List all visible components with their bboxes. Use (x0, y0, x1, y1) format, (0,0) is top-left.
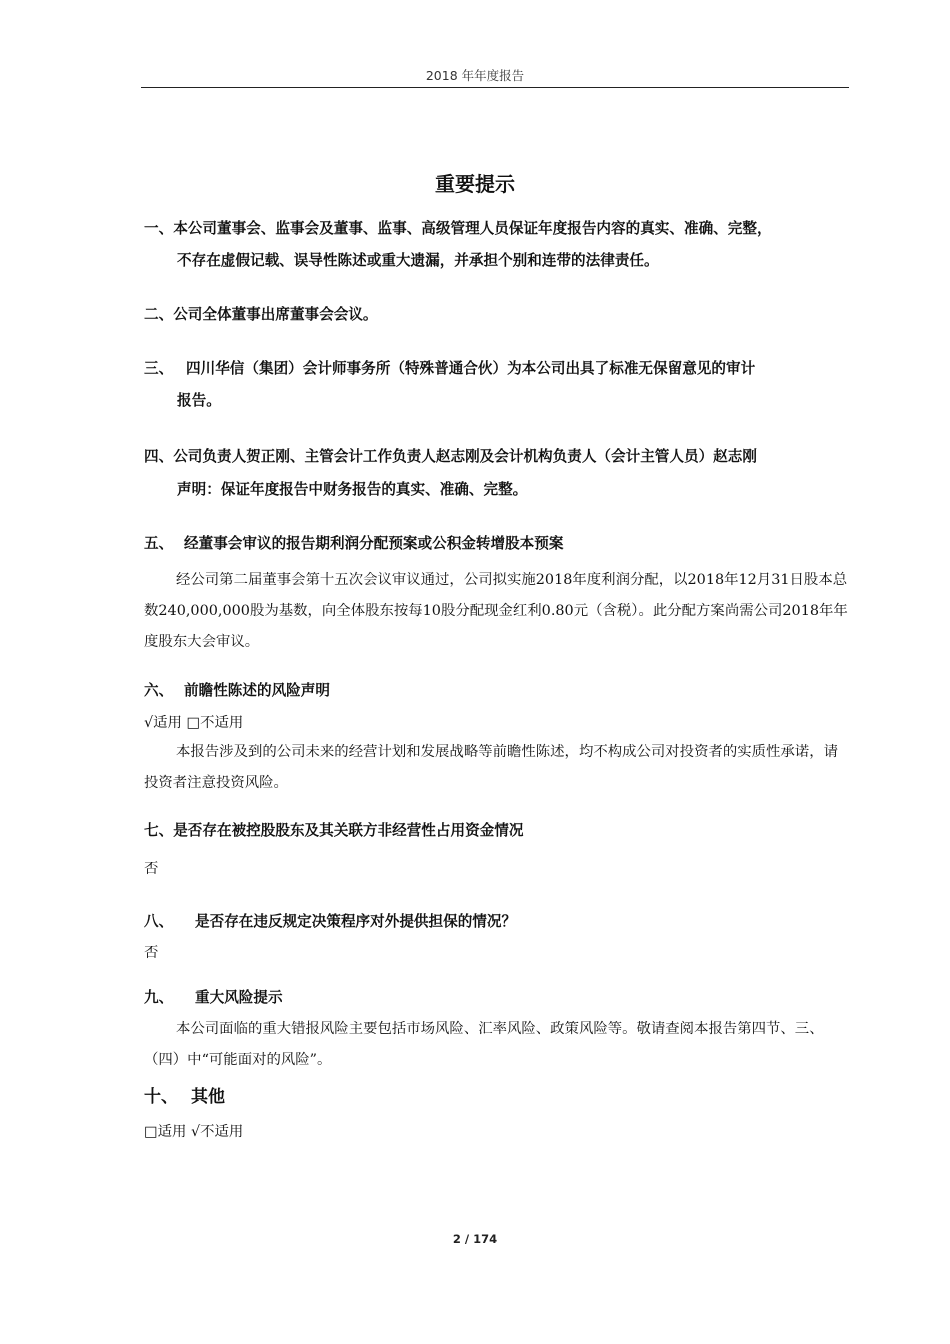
item-3-line2: 报告。 (177, 392, 221, 409)
item-5-number: 五、 (144, 535, 174, 552)
item-4-line2: 声明：保证年度报告中财务报告的真实、准确、完整。 (177, 481, 528, 498)
item-10-heading-text: 其他 (191, 1087, 225, 1107)
item-5-heading (144, 533, 563, 555)
item-1-line2: 不存在虚假记载、误导性陈述或重大遗漏，并承担个别和连带的法律责任。 (177, 252, 659, 269)
page-title: 重要提示 (435, 172, 515, 196)
item-10-heading (144, 1085, 225, 1109)
item-7-heading (144, 820, 523, 842)
item-1-number: 一、 (144, 220, 174, 237)
item-6-heading-text: 前瞻性陈述的风险声明 (184, 682, 330, 699)
item-10-applicability: □适用 √不适用 (144, 1124, 244, 1140)
header-rule (141, 87, 849, 88)
item-3-text: 四川华信（集团）会计师事务所（特殊普通合伙）为本公司出具了标准无保留意见的审计 (186, 360, 756, 377)
item-4-line1 (144, 446, 757, 468)
item-7-heading-text: 是否存在被控股股东及其关联方非经营性占用资金情况 (173, 822, 524, 839)
item-7-answer: 否 (144, 861, 159, 877)
item-3-number: 三、 (144, 360, 174, 377)
item-7-number: 七、 (144, 822, 174, 839)
item-9-body: 本公司面临的重大错报风险主要包括市场风险、汇率风险、政策风险等。敬请查阅本报告第四节、三、（四）中“可能面对的风险”。 (144, 1021, 824, 1068)
item-4-text: 公司负责人贺正刚、主管会计工作负责人赵志刚及会计机构负责人（会计主管人员）赵志刚 (173, 448, 757, 465)
item-8-answer: 否 (144, 945, 159, 961)
item-2-line1 (144, 304, 378, 326)
item-9-number: 九、 (144, 989, 174, 1006)
item-8-heading-text: 是否存在违反规定决策程序对外提供担保的情况？ (195, 913, 517, 930)
item-4-number: 四、 (144, 448, 174, 465)
item-6-heading (144, 680, 330, 702)
item-9-heading (144, 987, 283, 1009)
item-6-applicability: √适用 □不适用 (144, 715, 244, 731)
item-1-line1 (144, 218, 772, 240)
item-6-body: 本报告涉及到的公司未来的经营计划和发展战略等前瞻性陈述，均不构成公司对投资者的实质性承诺，请投资者注意投资风险。 (144, 744, 838, 791)
item-5-heading-text: 经董事会审议的报告期利润分配预案或公积金转增股本预案 (184, 535, 564, 552)
page-number: 2 / 174 (452, 1232, 498, 1246)
item-10-number: 十、 (144, 1087, 178, 1107)
item-2-number: 二、 (144, 306, 174, 323)
item-8-number: 八、 (144, 913, 174, 930)
item-9-heading-text: 重大风险提示 (195, 989, 283, 1006)
item-3-line1 (144, 358, 755, 380)
item-5-body: 经公司第二届董事会第十五次会议审议通过，公司拟实施2018年度利润分配，以2018年12月31日股本总数240,000,000股为基数，向全体股东按每10股分配现金红利0.80元（含税）。此分配方案尚需公司2018年年度股东大会审议。 (144, 572, 848, 650)
item-6-number: 六、 (144, 682, 174, 699)
page-header: 2018 年年度报告 (425, 68, 525, 83)
item-2-text: 公司全体董事出席董事会会议。 (173, 306, 378, 323)
item-1-text: 本公司董事会、监事会及董事、监事、高级管理人员保证年度报告内容的真实、准确、完整， (173, 220, 772, 237)
item-8-heading (144, 911, 516, 933)
